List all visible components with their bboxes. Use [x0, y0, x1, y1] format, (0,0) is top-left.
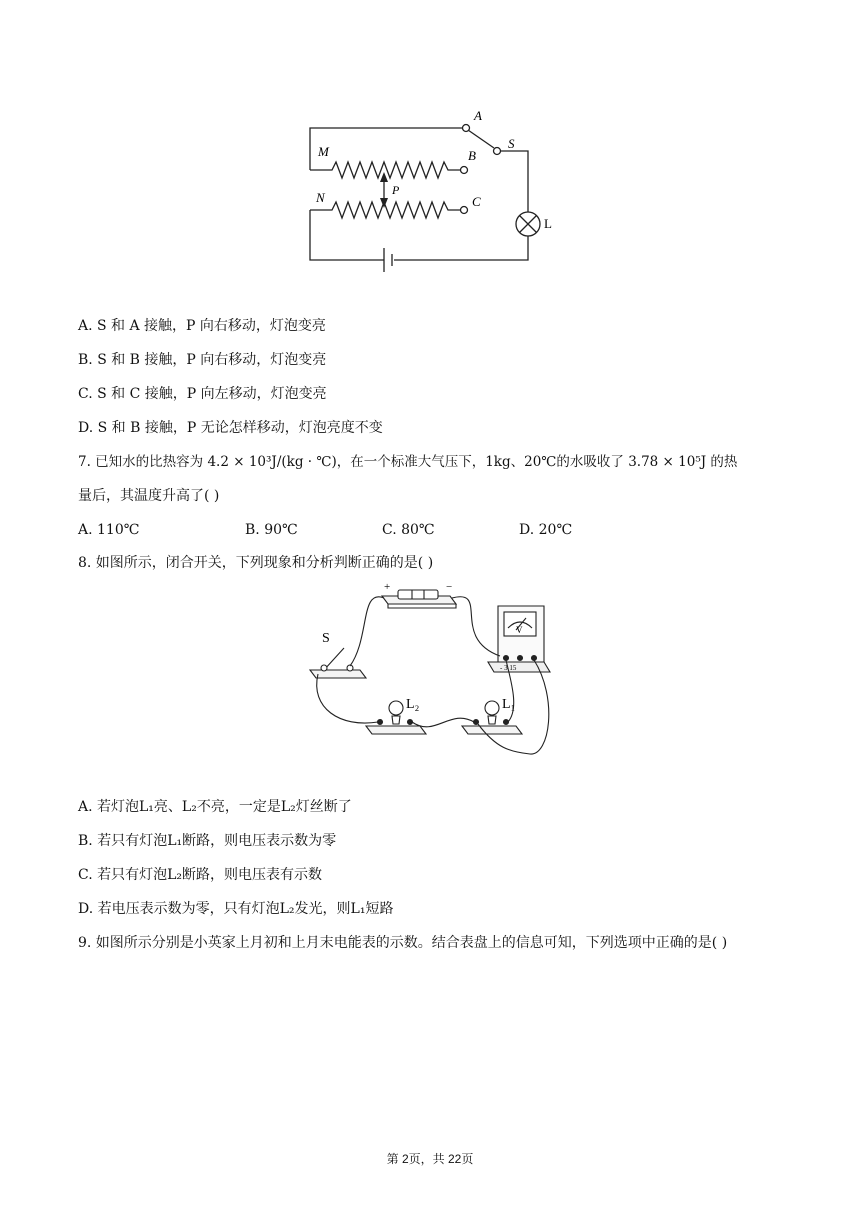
q7-option-b: B. 90℃ [245, 522, 298, 538]
lamp-l2-label: L₂ [406, 697, 420, 712]
q8-option-c: C. 若只有灯泡L₂断路，则电压表有示数 [78, 867, 323, 883]
battery-plus-label: + [384, 581, 391, 593]
label-n: N [316, 190, 325, 205]
lamp-l1-label: L₁ [502, 697, 516, 712]
label-a: A [474, 108, 482, 123]
q6-option-a: A. S 和 A 接触，P 向右移动，灯泡变亮 [78, 318, 326, 334]
page-footer: 第 2页，共 22页 [386, 1152, 474, 1166]
q8-option-d: D. 若电压表示数为零，只有灯泡L₂发光，则L₁短路 [78, 901, 394, 917]
label-p: P [392, 183, 400, 197]
rheostat-circuit-diagram [290, 100, 550, 280]
q7-option-a: A. 110℃ [78, 522, 140, 538]
switch-label: S [322, 631, 330, 646]
battery-minus-label: − [446, 581, 453, 593]
label-m: M [318, 144, 329, 159]
q6-option-b: B. S 和 B 接触，P 向右移动，灯泡变亮 [78, 352, 327, 368]
voltmeter-circuit-figure [300, 578, 560, 768]
q6-option-c: C. S 和 C 接触，P 向左移动，灯泡变亮 [78, 386, 327, 402]
label-s: S [508, 136, 515, 151]
q7-option-d: D. 20℃ [519, 522, 573, 538]
label-l: L [544, 216, 552, 231]
q8-stem: 8. 如图所示，闭合开关，下列现象和分析判断正确的是( ) [78, 555, 434, 571]
voltmeter-dial-label: V [516, 625, 523, 635]
q7-option-c: C. 80℃ [382, 522, 435, 538]
label-b: B [468, 148, 476, 163]
label-c: C [472, 194, 481, 209]
voltmeter-terminal-labels: - 3 15 [500, 664, 517, 672]
q6-option-d: D. S 和 B 接触，P 无论怎样移动，灯泡亮度不变 [78, 420, 383, 436]
q7-stem-line1: 7. 已知水的比热容为 4.2 × 10³J/(kg · ℃)，在一个标准大气压下，1kg、20℃的水吸收了 3.78 × 10⁵J 的热 [78, 454, 738, 470]
q7-stem-line2: 量后，其温度升高了( ) [78, 488, 220, 504]
q8-option-b: B. 若只有灯泡L₁断路，则电压表示数为零 [78, 833, 337, 849]
q9-stem: 9. 如图所示分别是小英家上月初和上月末电能表的示数。结合表盘上的信息可知，下列选项中正确的是( ) [78, 935, 728, 951]
q8-option-a: A. 若灯泡L₁亮、L₂不亮，一定是L₂灯丝断了 [78, 799, 352, 815]
